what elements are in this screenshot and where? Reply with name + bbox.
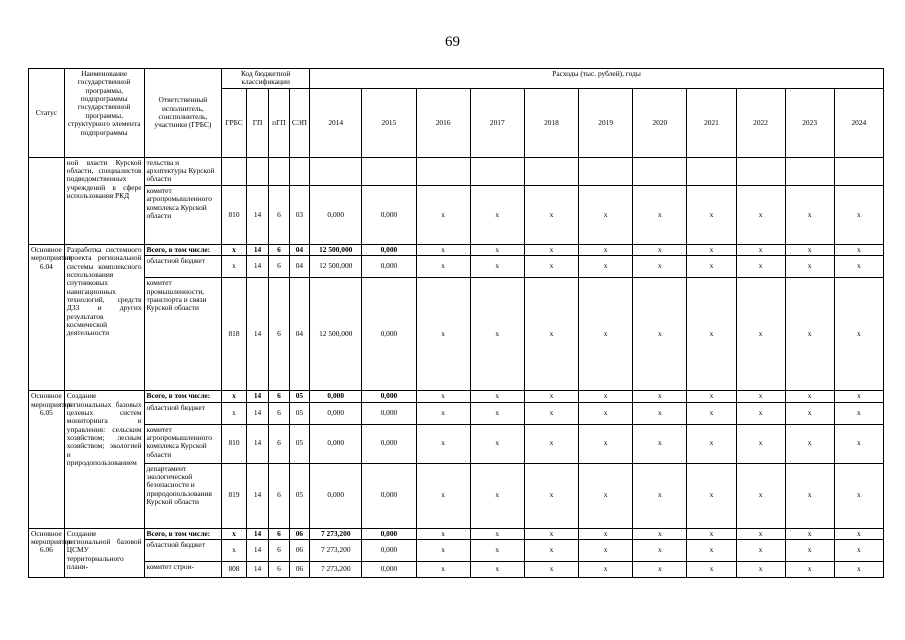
year-header: 2017 <box>470 88 524 157</box>
responsible-cell: Всего, в том числе: <box>144 391 222 402</box>
value-cell: 0,000 <box>362 391 416 402</box>
value-cell <box>524 157 578 185</box>
table-row <box>29 561 884 577</box>
value-cell: x <box>633 244 687 255</box>
value-cell: x <box>687 185 736 244</box>
year-header: 2023 <box>785 88 834 157</box>
value-cell: x <box>416 561 470 577</box>
code-cell: 04 <box>289 244 309 255</box>
code-cell: 14 <box>246 539 268 561</box>
value-cell: x <box>687 528 736 539</box>
responsible-header: Ответственный исполнитель, соисполнитель, участники (ГРБС) <box>144 69 222 158</box>
responsible-cell: Всего, в том числе: <box>144 528 222 539</box>
value-cell <box>579 157 633 185</box>
code-cell: 06 <box>289 528 309 539</box>
value-cell: x <box>579 244 633 255</box>
value-cell: x <box>834 278 883 391</box>
responsible-cell: комитет агропромышленного комплекса Курской области <box>144 424 222 463</box>
value-cell: 12 500,000 <box>310 256 362 278</box>
value-cell: x <box>579 185 633 244</box>
code-cell: x <box>222 256 247 278</box>
code-cell: 6 <box>269 463 289 528</box>
value-cell: 0,000 <box>362 256 416 278</box>
value-cell: x <box>470 463 524 528</box>
value-cell: x <box>633 391 687 402</box>
value-cell: x <box>416 278 470 391</box>
code-cell <box>269 157 289 185</box>
code-cell <box>222 157 247 185</box>
responsible-cell: тельства и архитектуры Курской области <box>144 157 222 185</box>
value-cell: x <box>785 244 834 255</box>
value-cell: x <box>416 256 470 278</box>
value-cell: x <box>416 185 470 244</box>
value-cell <box>470 157 524 185</box>
code-cell: 14 <box>246 402 268 424</box>
code-cell: 05 <box>289 463 309 528</box>
value-cell: x <box>633 424 687 463</box>
code-cell: 04 <box>289 256 309 278</box>
value-cell: x <box>579 528 633 539</box>
value-cell: x <box>687 463 736 528</box>
value-cell: x <box>736 391 785 402</box>
code-cell: 6 <box>269 424 289 463</box>
code-cell: 14 <box>246 561 268 577</box>
responsible-cell: департамент экологической безопасности и природопользования Курской области <box>144 463 222 528</box>
code-cell <box>289 157 309 185</box>
code-header: СЭП <box>289 88 309 157</box>
value-cell: x <box>579 463 633 528</box>
value-cell: x <box>785 402 834 424</box>
value-cell: x <box>633 402 687 424</box>
code-cell: x <box>222 528 247 539</box>
value-cell: 0,000 <box>310 463 362 528</box>
code-cell: 6 <box>269 244 289 255</box>
value-cell: x <box>579 256 633 278</box>
value-cell <box>362 157 416 185</box>
table-row <box>29 424 884 463</box>
value-cell: x <box>470 528 524 539</box>
code-cell: 6 <box>269 391 289 402</box>
value-cell: x <box>736 463 785 528</box>
budget-code-header: Код бюджетной классификации <box>222 69 310 89</box>
value-cell: x <box>633 561 687 577</box>
code-cell: 06 <box>289 561 309 577</box>
value-cell: x <box>579 561 633 577</box>
expenses-header: Расходы (тыс. рублей), годы <box>310 69 884 89</box>
value-cell: x <box>470 185 524 244</box>
value-cell: x <box>687 402 736 424</box>
table-row <box>29 185 884 244</box>
year-header: 2019 <box>579 88 633 157</box>
value-cell: x <box>416 424 470 463</box>
value-cell: x <box>834 463 883 528</box>
table-row <box>29 402 884 424</box>
header-row <box>29 69 884 89</box>
value-cell: x <box>687 561 736 577</box>
value-cell <box>736 157 785 185</box>
code-cell <box>246 157 268 185</box>
code-cell: 03 <box>289 185 309 244</box>
code-cell: x <box>222 539 247 561</box>
value-cell: x <box>416 539 470 561</box>
year-header: 2020 <box>633 88 687 157</box>
value-cell: 0,000 <box>362 539 416 561</box>
value-cell: 0,000 <box>310 402 362 424</box>
name-header: Наименование государственной программы, подпрограммы государственной программы, структурного элемента подпрограммы <box>64 69 144 158</box>
value-cell: x <box>633 256 687 278</box>
responsible-cell: комитет промышленности, транспорта и связи Курской области <box>144 278 222 391</box>
code-cell: 818 <box>222 278 247 391</box>
table-row <box>29 244 884 255</box>
code-cell: 14 <box>246 424 268 463</box>
value-cell: x <box>470 391 524 402</box>
budget-table <box>28 68 884 578</box>
value-cell: x <box>470 402 524 424</box>
code-header: пГП <box>269 88 289 157</box>
value-cell: x <box>736 528 785 539</box>
code-cell: x <box>222 391 247 402</box>
value-cell: x <box>687 244 736 255</box>
code-cell: 14 <box>246 256 268 278</box>
value-cell: x <box>687 424 736 463</box>
value-cell: x <box>834 256 883 278</box>
value-cell: x <box>633 463 687 528</box>
value-cell: x <box>687 539 736 561</box>
code-cell: 6 <box>269 185 289 244</box>
responsible-cell: Всего, в том числе: <box>144 244 222 255</box>
value-cell: x <box>416 528 470 539</box>
value-cell: x <box>785 391 834 402</box>
value-cell: 0,000 <box>310 185 362 244</box>
value-cell: x <box>470 244 524 255</box>
page-number: 69 <box>445 34 460 50</box>
value-cell: 0,000 <box>310 424 362 463</box>
code-cell: 04 <box>289 278 309 391</box>
responsible-cell: областной бюджет <box>144 256 222 278</box>
value-cell: x <box>785 528 834 539</box>
value-cell: x <box>524 424 578 463</box>
value-cell: x <box>524 561 578 577</box>
value-cell: 0,000 <box>362 185 416 244</box>
value-cell: x <box>785 561 834 577</box>
value-cell: x <box>633 528 687 539</box>
value-cell: x <box>416 402 470 424</box>
value-cell: x <box>785 278 834 391</box>
value-cell: x <box>834 185 883 244</box>
name-cell: Создание региональной базовой ЦСМУ территориального плани- <box>64 528 144 577</box>
value-cell: 7 273,200 <box>310 539 362 561</box>
value-cell <box>687 157 736 185</box>
value-cell: x <box>524 256 578 278</box>
value-cell: x <box>470 561 524 577</box>
code-cell: 14 <box>246 463 268 528</box>
value-cell: x <box>524 539 578 561</box>
code-cell: 810 <box>222 424 247 463</box>
value-cell: x <box>524 391 578 402</box>
value-cell: x <box>524 185 578 244</box>
code-cell: 14 <box>246 278 268 391</box>
value-cell: 0,000 <box>362 561 416 577</box>
value-cell: 7 273,200 <box>310 528 362 539</box>
code-cell: 05 <box>289 424 309 463</box>
value-cell: 0,000 <box>362 278 416 391</box>
value-cell: x <box>834 561 883 577</box>
value-cell: x <box>416 244 470 255</box>
value-cell: x <box>736 185 785 244</box>
value-cell: x <box>785 463 834 528</box>
value-cell: x <box>579 539 633 561</box>
code-cell: 6 <box>269 256 289 278</box>
code-cell: 05 <box>289 402 309 424</box>
responsible-cell: комитет агропромышленного комплекса Курской области <box>144 185 222 244</box>
value-cell: x <box>470 539 524 561</box>
year-header: 2015 <box>362 88 416 157</box>
value-cell: x <box>470 278 524 391</box>
name-cell: ной власти Курской области, специалистов подведомственных учреждений в сфере использования РКД <box>64 157 144 244</box>
value-cell <box>310 157 362 185</box>
value-cell: x <box>834 528 883 539</box>
value-cell: x <box>834 402 883 424</box>
value-cell: x <box>834 391 883 402</box>
value-cell: x <box>579 278 633 391</box>
value-cell <box>785 157 834 185</box>
code-cell: x <box>222 402 247 424</box>
value-cell: x <box>687 391 736 402</box>
code-cell: 14 <box>246 391 268 402</box>
table-row <box>29 463 884 528</box>
table-row <box>29 528 884 539</box>
code-cell: 6 <box>269 528 289 539</box>
value-cell: x <box>633 539 687 561</box>
name-cell: Создание региональных базовых целевых систем мониторинга и управления: сельским хозяйством; лесным хозяйством; экологией и природопользованием <box>64 391 144 528</box>
value-cell: x <box>687 278 736 391</box>
code-cell: 808 <box>222 561 247 577</box>
value-cell: x <box>736 424 785 463</box>
value-cell: 0,000 <box>310 391 362 402</box>
table-row <box>29 278 884 391</box>
table-row <box>29 157 884 185</box>
year-header: 2021 <box>687 88 736 157</box>
year-header: 2022 <box>736 88 785 157</box>
value-cell: x <box>736 402 785 424</box>
value-cell: x <box>579 402 633 424</box>
status-cell: Основное мероприятие 6.06 <box>29 528 65 577</box>
value-cell <box>834 157 883 185</box>
value-cell: 12 500,000 <box>310 244 362 255</box>
table-row <box>29 256 884 278</box>
responsible-cell: областной бюджет <box>144 539 222 561</box>
year-header: 2014 <box>310 88 362 157</box>
value-cell: x <box>785 424 834 463</box>
code-cell: 810 <box>222 185 247 244</box>
value-cell: x <box>687 256 736 278</box>
value-cell: x <box>524 402 578 424</box>
code-cell: 6 <box>269 561 289 577</box>
value-cell: x <box>736 244 785 255</box>
code-cell: 05 <box>289 391 309 402</box>
code-cell: 6 <box>269 278 289 391</box>
table-row <box>29 539 884 561</box>
year-header: 2016 <box>416 88 470 157</box>
code-cell: 14 <box>246 528 268 539</box>
value-cell: x <box>470 256 524 278</box>
value-cell: x <box>834 424 883 463</box>
value-cell: 12 500,000 <box>310 278 362 391</box>
year-header: 2024 <box>834 88 883 157</box>
value-cell: x <box>785 539 834 561</box>
code-cell: 819 <box>222 463 247 528</box>
value-cell <box>633 157 687 185</box>
value-cell: x <box>785 256 834 278</box>
code-header: ГП <box>246 88 268 157</box>
value-cell: x <box>470 424 524 463</box>
value-cell: 0,000 <box>362 402 416 424</box>
value-cell: x <box>834 539 883 561</box>
value-cell: x <box>579 424 633 463</box>
name-cell: Разработка системного проекта региональной системы комплексного использования спутниковых навигационных технологий, средств ДЗЗ и других результатов космической деятельности <box>64 244 144 390</box>
value-cell: 0,000 <box>362 424 416 463</box>
value-cell: x <box>736 539 785 561</box>
status-cell: Основное мероприятие 6.05 <box>29 391 65 528</box>
value-cell: 0,000 <box>362 244 416 255</box>
status-cell: Основное мероприятие 6.04 <box>29 244 65 390</box>
value-cell: x <box>633 185 687 244</box>
responsible-cell: комитет строи- <box>144 561 222 577</box>
value-cell: x <box>579 391 633 402</box>
value-cell: 0,000 <box>362 463 416 528</box>
value-cell: x <box>416 391 470 402</box>
value-cell: 7 273,200 <box>310 561 362 577</box>
value-cell: x <box>524 528 578 539</box>
code-cell: 06 <box>289 539 309 561</box>
code-cell: x <box>222 244 247 255</box>
value-cell: x <box>524 278 578 391</box>
value-cell <box>416 157 470 185</box>
value-cell: x <box>416 463 470 528</box>
value-cell: x <box>736 278 785 391</box>
status-header: Статус <box>29 69 65 158</box>
value-cell: x <box>524 463 578 528</box>
year-header: 2018 <box>524 88 578 157</box>
code-cell: 6 <box>269 539 289 561</box>
code-cell: 6 <box>269 402 289 424</box>
code-cell: 14 <box>246 185 268 244</box>
value-cell: x <box>785 185 834 244</box>
status-cell <box>29 157 65 244</box>
value-cell: x <box>736 561 785 577</box>
code-header: ГРБС <box>222 88 247 157</box>
value-cell: x <box>524 244 578 255</box>
table-row <box>29 391 884 402</box>
code-cell: 14 <box>246 244 268 255</box>
value-cell: x <box>736 256 785 278</box>
value-cell: x <box>834 244 883 255</box>
value-cell: 0,000 <box>362 528 416 539</box>
responsible-cell: областной бюджет <box>144 402 222 424</box>
value-cell: x <box>633 278 687 391</box>
